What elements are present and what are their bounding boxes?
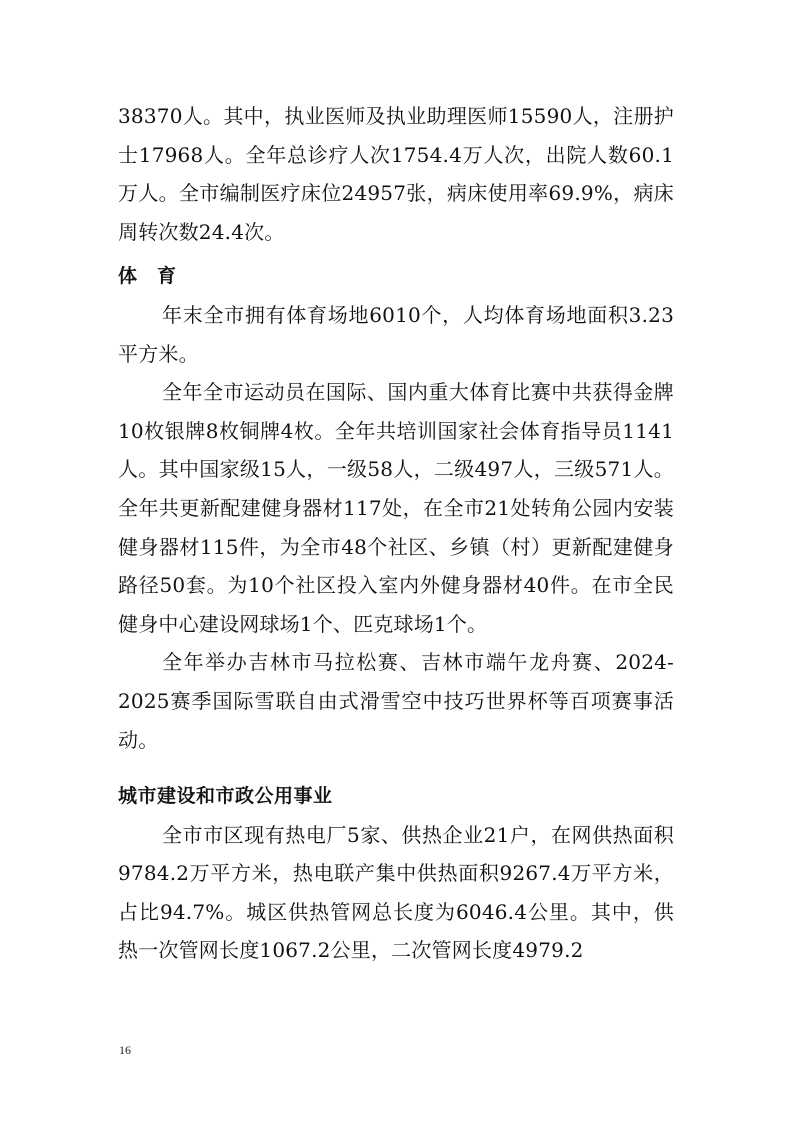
health-paragraph: 38370人。其中，执业医师及执业助理医师15590人，注册护士17968人。全年总诊疗人次1754.4万人次，出院人数60.1万人。全市编制医疗床位24957张，病床使用率69.9%，病床周转次数24.4次。 [118,104,674,244]
sports-paragraph-2: 全年全市运动员在国际、国内重大体育比赛中共获得金牌10枚银牌8枚铜牌4枚。全年共培训国家社会体育指导员1141人。其中国家级15人，一级58人，二级497人，三级571人。全年共更新配建健身器材117处，在全市21处转角公园内安装健身器材115件，为全市48个社区、乡镇（村）更新配建健身路径50套。为10个社区投入室内外健身器材40件。在市全民健身中心建设网球场1个、匹克球场1个。 [118,380,674,636]
city-construction-heading: 城市建设和市政公用事业 [118,785,333,808]
page-number: 16 [119,1043,131,1057]
city-construction-paragraph: 全市市区现有热电厂5家、供热企业21户，在网供热面积9784.2万平方米，热电联产集中供热面积9267.4万平方米，占比94.7%。城区供热管网总长度为6046.4公里。其中，供热一次管网长度1067.2公里，二次管网长度4979.2 [118,822,674,963]
sports-paragraph-1: 年末全市拥有体育场地6010个，人均体育场地面积3.23平方米。 [118,302,674,366]
document-body [118,97,674,970]
sports-heading: 体育 [118,265,197,288]
sports-paragraph-3: 全年举办吉林市马拉松赛、吉林市端午龙舟赛、2024-2025赛季国际雪联自由式滑雪空中技巧世界杯等百项赛事活动。 [118,650,674,752]
